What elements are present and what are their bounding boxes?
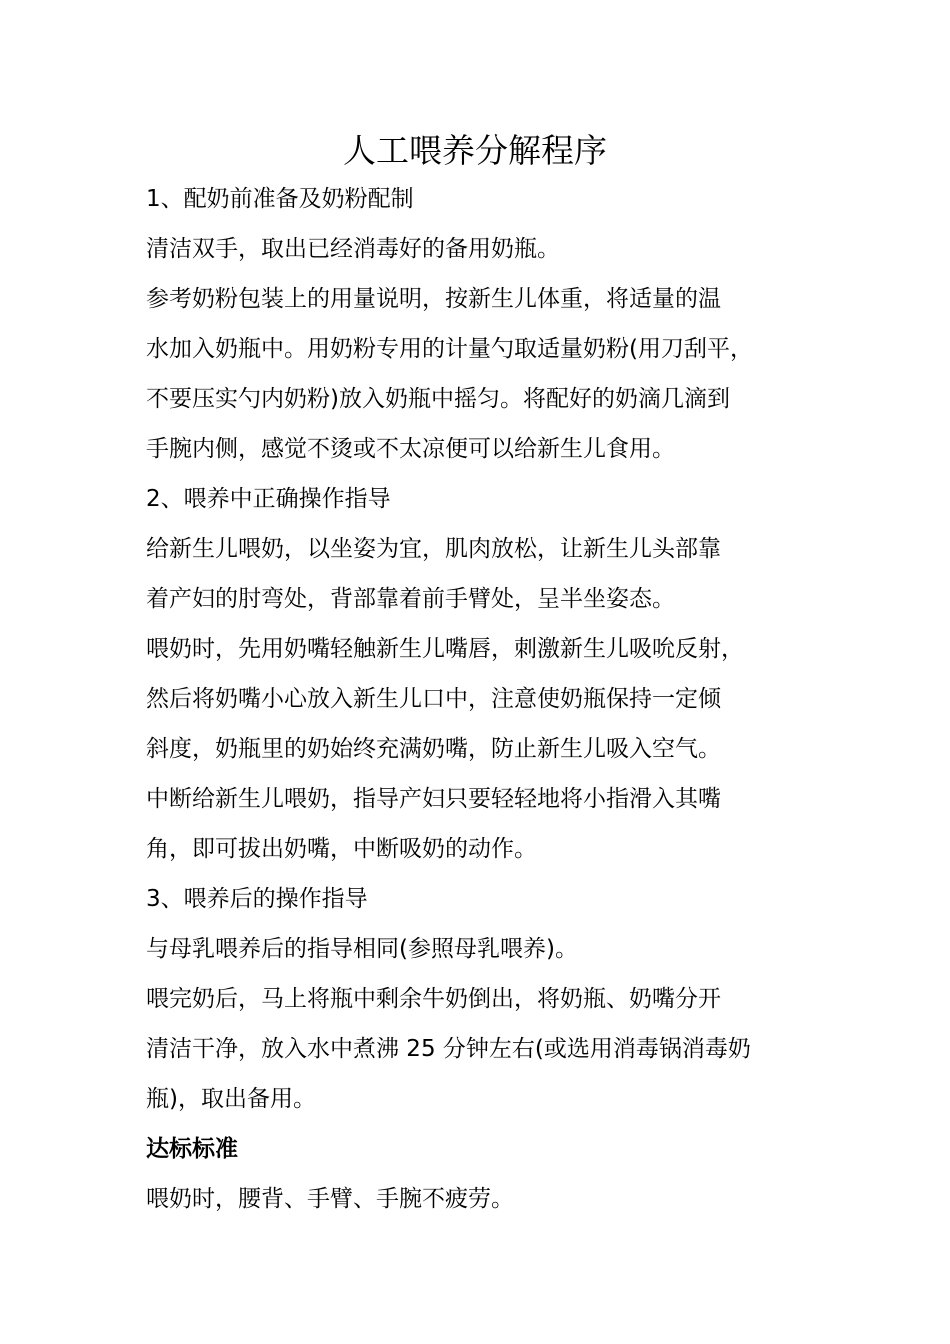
paragraph-line: 水加入奶瓶中。用奶粉专用的计量勺取适量奶粉(用刀刮平，	[146, 336, 753, 362]
paragraph-line: 喂奶时，先用奶嘴轻触新生儿嘴唇，刺激新生儿吸吮反射，	[146, 636, 744, 662]
paragraph-line: 瓶)，取出备用。	[146, 1086, 316, 1112]
section-heading-3: 3、喂养后的操作指导	[146, 886, 368, 912]
paragraph-line: 不要压实勺内奶粉)放入奶瓶中摇匀。将配好的奶滴几滴到	[146, 386, 730, 412]
paragraph-line: 中断给新生儿喂奶，指导产妇只要轻轻地将小指滑入其嘴	[146, 786, 721, 812]
document-body	[146, 174, 810, 1224]
paragraph-line: 给新生儿喂奶，以坐姿为宜，肌肉放松，让新生儿头部靠	[146, 536, 721, 562]
paragraph-line: 角，即可拔出奶嘴，中断吸奶的动作。	[146, 836, 537, 862]
paragraph-line: 喂完奶后，马上将瓶中剩余牛奶倒出，将奶瓶、奶嘴分开	[146, 986, 721, 1012]
paragraph-line: 清洁双手，取出已经消毒好的备用奶瓶。	[146, 236, 560, 262]
paragraph-line: 然后将奶嘴小心放入新生儿口中，注意使奶瓶保持一定倾	[146, 686, 721, 712]
paragraph-line: 清洁干净，放入水中煮沸 25 分钟左右(或选用消毒锅消毒奶	[146, 1036, 751, 1062]
section-heading-1: 1、配奶前准备及奶粉配制	[146, 186, 414, 212]
paragraph-line: 斜度，奶瓶里的奶始终充满奶嘴，防止新生儿吸入空气。	[146, 736, 721, 762]
paragraph-line: 手腕内侧，感觉不烫或不太凉便可以给新生儿食用。	[146, 436, 675, 462]
paragraph-line: 与母乳喂养后的指导相同(参照母乳喂养)。	[146, 936, 578, 962]
paragraph-line: 参考奶粉包装上的用量说明，按新生儿体重，将适量的温	[146, 286, 721, 312]
document-title: 人工喂养分解程序	[343, 131, 607, 170]
section-heading-2: 2、喂养中正确操作指导	[146, 486, 391, 512]
paragraph-line: 喂奶时，腰背、手臂、手腕不疲劳。	[146, 1186, 514, 1212]
standard-heading: 达标标准	[146, 1136, 238, 1162]
paragraph-line: 着产妇的肘弯处，背部靠着前手臂处，呈半坐姿态。	[146, 586, 675, 612]
